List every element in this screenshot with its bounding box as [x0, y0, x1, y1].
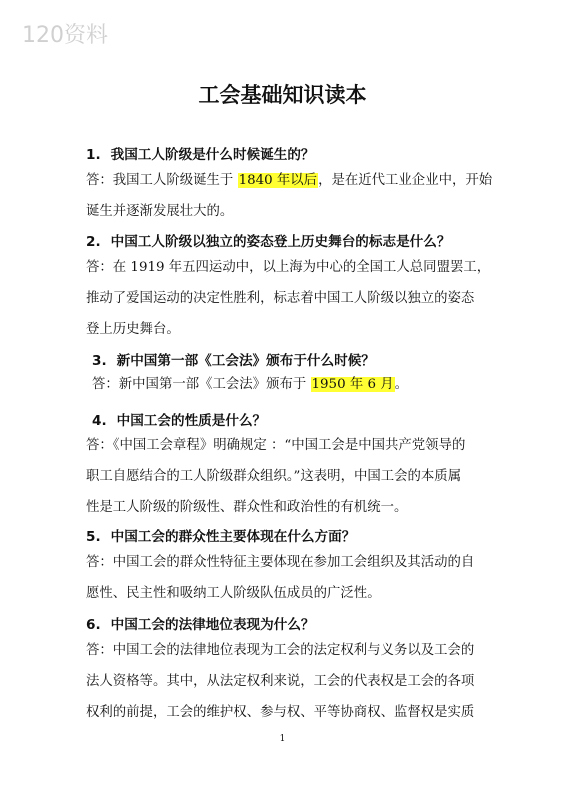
answer-text: 答：新中国第一部《工会法》颁布于	[92, 377, 311, 392]
answer-paragraph	[92, 369, 492, 400]
answer-text: 诞生并逐渐发展壮大的。	[86, 204, 234, 219]
question-number: 6.	[86, 617, 101, 633]
question-heading	[86, 613, 315, 633]
answer-line	[86, 578, 486, 609]
watermark-logo: 120资料	[22, 23, 108, 48]
answer-text: 答：《中国工会章程》明确规定 ：“中国工会是中国共产党领导的	[86, 438, 466, 453]
answer-text: 法人资格等。其中，从法定权利来说，工会的代表权是工会的各项	[86, 674, 475, 689]
answer-line	[86, 165, 493, 196]
answer-text: 职工自愿结合的工人阶级群众组织。”这表明，中国工会的本质属	[86, 469, 462, 484]
question-number: 3.	[92, 353, 107, 369]
answer-text: 答：在 1919 年五四运动中，以上海为中心的全国工人总同盟罢工，	[86, 260, 491, 275]
answer-line	[86, 196, 486, 227]
question-number: 1.	[86, 147, 101, 163]
answer-text: 登上历史舞台。	[86, 322, 180, 337]
answer-text: 权利的前提，工会的维护权、参与权、平等协商权、监督权是实质	[86, 705, 475, 720]
question-heading	[86, 230, 450, 250]
question-text: 新中国第一部《工会法》颁布于什么时候？	[116, 353, 375, 369]
answer-text: 答：中国工会的法律地位表现为工会的法定权利与义务以及工会的	[86, 643, 475, 658]
highlighted-text: 1950 年 6 月	[311, 377, 394, 392]
answer-text: 答：我国工人阶级诞生于	[86, 173, 238, 188]
answer-paragraph	[86, 252, 491, 345]
answer-line	[86, 666, 486, 697]
answer-text: 推动了爱国运动的决定性胜利，标志着中国工人阶级以独立的姿态	[86, 291, 475, 306]
question-heading	[92, 349, 375, 369]
answer-line	[86, 252, 491, 283]
answer-paragraph	[86, 547, 486, 609]
answer-text: 愿性、民主性和吸纳工人阶级队伍成员的广泛性。	[86, 586, 381, 601]
question-number: 5.	[86, 529, 101, 545]
answer-line	[86, 430, 486, 461]
answer-line	[92, 369, 492, 400]
answer-line	[86, 492, 486, 523]
question-text: 中国工会的群众性主要体现在什么方面？	[110, 529, 356, 545]
answer-line	[86, 314, 486, 345]
question-heading	[86, 143, 315, 163]
question-text: 中国工会的性质是什么？	[116, 413, 267, 429]
question-number: 4.	[92, 413, 107, 429]
question-heading	[92, 409, 266, 429]
highlighted-text: 1840 年以后	[238, 173, 318, 188]
question-heading	[86, 525, 355, 545]
answer-line	[86, 635, 486, 666]
question-text: 中国工人阶级以独立的姿态登上历史舞台的标志是什么？	[110, 234, 451, 250]
document-title: 工会基础知识读本	[198, 83, 367, 107]
answer-text: ，是在近代工业企业中，开始	[318, 173, 493, 188]
answer-paragraph	[86, 635, 486, 728]
question-text: 中国工会的法律地位表现为什么？	[110, 617, 315, 633]
answer-line	[86, 697, 486, 728]
answer-paragraph	[86, 165, 493, 227]
answer-text: 。	[394, 377, 409, 392]
answer-line	[86, 461, 486, 492]
page-number: 1	[279, 734, 286, 744]
answer-text: 答：中国工会的群众性特征主要体现在参加工会组织及其活动的自	[86, 555, 475, 570]
answer-line	[86, 283, 486, 314]
answer-line	[86, 547, 486, 578]
answer-paragraph	[86, 430, 486, 523]
answer-text: 性是工人阶级的阶级性、群众性和政治性的有机统一。	[86, 500, 408, 515]
question-number: 2.	[86, 234, 101, 250]
question-text: 我国工人阶级是什么时候诞生的？	[110, 147, 315, 163]
